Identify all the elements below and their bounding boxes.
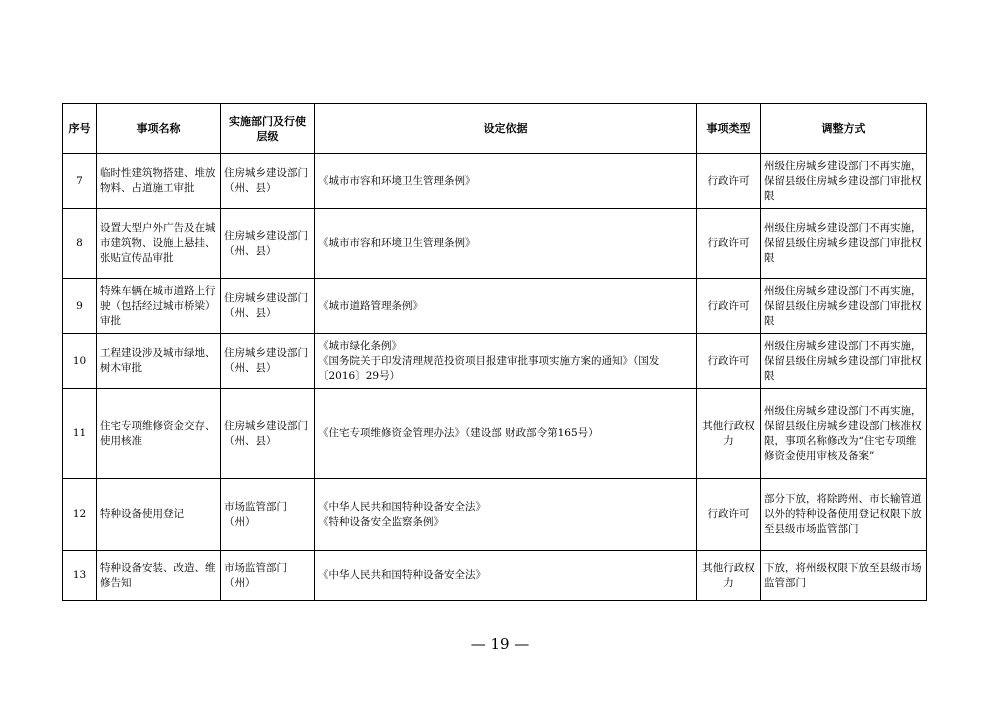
row-index: 9 [63, 279, 97, 334]
header-name: 事项名称 [97, 104, 221, 154]
basis-line: 《国务院关于印发清理规范投资项目报建审批事项实施方案的通知》（国发〔2016〕29号） [318, 354, 660, 382]
table-row [63, 154, 927, 209]
row-type: 行政许可 [697, 479, 761, 551]
item-adjustment-table [62, 103, 927, 601]
basis-line: 《特种设备安全监察条例》 [318, 515, 444, 528]
basis-line: 《城市市容和环境卫生管理条例》 [318, 237, 476, 249]
row-dept: 住房城乡建设部门（州、县） [221, 279, 315, 334]
row-adjust: 州级住房城乡建设部门不再实施，保留县级住房城乡建设部门审批权限 [761, 279, 927, 334]
basis-line: 《城市绿化条例》 [318, 339, 402, 352]
row-index: 13 [63, 551, 97, 601]
table-header-row [63, 104, 927, 154]
table-row [63, 479, 927, 551]
row-basis [315, 334, 697, 389]
row-adjust: 下放，将州级权限下放至县级市场监管部门 [761, 551, 927, 601]
row-index: 10 [63, 334, 97, 389]
row-adjust: 州级住房城乡建设部门不再实施，保留县级住房城乡建设部门审批权限 [761, 154, 927, 209]
row-dept: 住房城乡建设部门（州、县） [221, 154, 315, 209]
row-index: 7 [63, 154, 97, 209]
row-index: 12 [63, 479, 97, 551]
row-dept: 市场监管部门（州） [221, 551, 315, 601]
table-row [63, 551, 927, 601]
basis-line: 《中华人民共和国特种设备安全法》 [318, 500, 486, 513]
row-name: 设置大型户外广告及在城市建筑物、设施上悬挂、张贴宣传品审批 [97, 209, 221, 279]
row-name: 特殊车辆在城市道路上行驶（包括经过城市桥梁）审批 [97, 279, 221, 334]
basis-line: 《住宅专项维修资金管理办法》（建设部 财政部令第165号） [318, 427, 599, 439]
header-dept: 实施部门及行使层级 [221, 104, 315, 154]
page-number: — 19 — [470, 635, 530, 653]
header-basis: 设定依据 [315, 104, 697, 154]
row-type: 行政许可 [697, 209, 761, 279]
table-row [63, 279, 927, 334]
basis-line: 《城市道路管理条例》 [318, 299, 423, 312]
row-adjust: 州级住房城乡建设部门不再实施，保留县级住房城乡建设部门审批权限 [761, 209, 927, 279]
header-type: 事项类型 [697, 104, 761, 154]
table-row [63, 389, 927, 479]
row-index: 11 [63, 389, 97, 479]
row-adjust: 州级住房城乡建设部门不再实施，保留县级住房城乡建设部门审批权限 [761, 334, 927, 389]
row-basis [315, 389, 697, 479]
row-name: 临时性建筑物搭建、堆放物料、占道施工审批 [97, 154, 221, 209]
row-basis [315, 209, 697, 279]
basis-line: 《城市市容和环境卫生管理条例》 [318, 174, 476, 187]
row-basis [315, 551, 697, 601]
row-type: 其他行政权力 [697, 551, 761, 601]
row-basis [315, 154, 697, 209]
row-dept: 市场监管部门（州） [221, 479, 315, 551]
row-type: 行政许可 [697, 334, 761, 389]
row-basis [315, 479, 697, 551]
header-adjust: 调整方式 [761, 104, 927, 154]
row-basis [315, 279, 697, 334]
basis-line: 《中华人民共和国特种设备安全法》 [318, 569, 486, 581]
row-adjust: 部分下放，将除跨州、市长输管道以外的特种设备使用登记权限下放至县级市场监管部门 [761, 479, 927, 551]
row-index: 8 [63, 209, 97, 279]
row-type: 其他行政权力 [697, 389, 761, 479]
row-name: 住宅专项维修资金交存、使用核准 [97, 389, 221, 479]
row-name: 特种设备安装、改造、维修告知 [97, 551, 221, 601]
row-name: 特种设备使用登记 [97, 479, 221, 551]
row-dept: 住房城乡建设部门（州、县） [221, 389, 315, 479]
table-row [63, 334, 927, 389]
row-dept: 住房城乡建设部门（州、县） [221, 209, 315, 279]
row-name: 工程建设涉及城市绿地、树木审批 [97, 334, 221, 389]
row-adjust: 州级住房城乡建设部门不再实施，保留县级住房城乡建设部门核准权限，事项名称修改为“住宅专项维修资金使用审核及备案” [761, 389, 927, 479]
row-type: 行政许可 [697, 279, 761, 334]
row-type: 行政许可 [697, 154, 761, 209]
table-row [63, 209, 927, 279]
row-dept: 住房城乡建设部门（州、县） [221, 334, 315, 389]
header-index: 序号 [63, 104, 97, 154]
